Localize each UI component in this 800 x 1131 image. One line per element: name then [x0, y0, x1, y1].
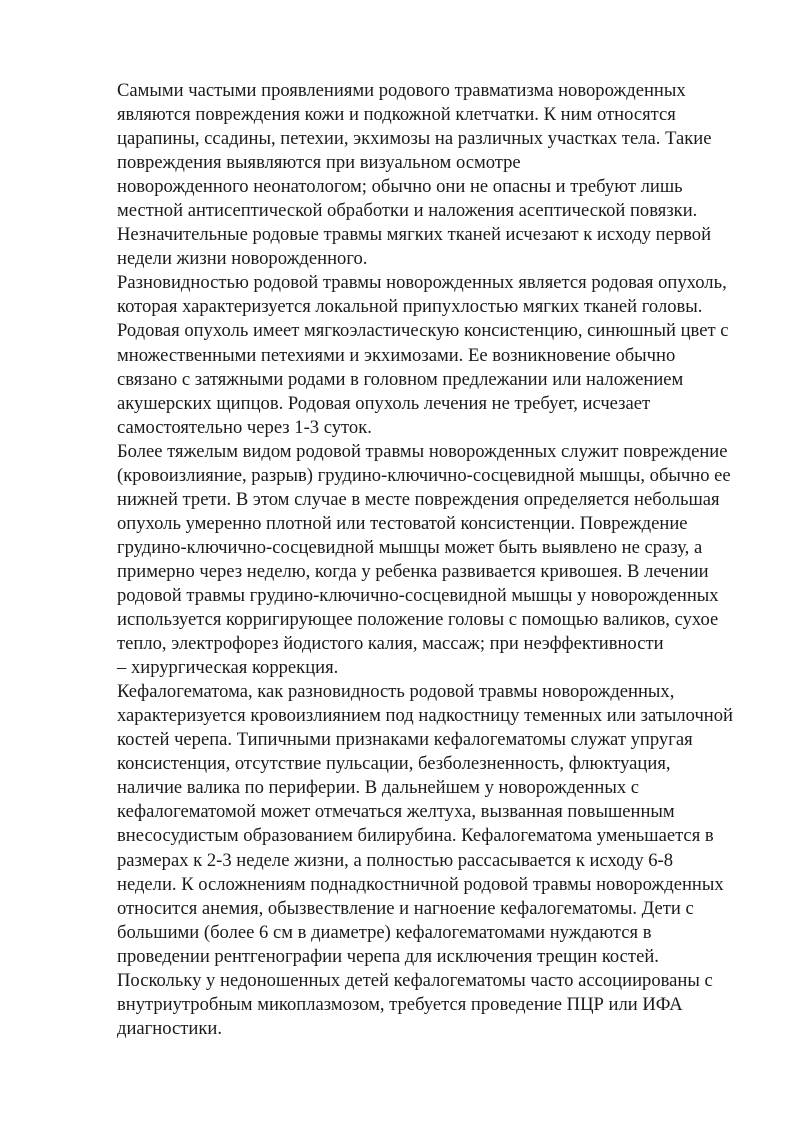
text-line: Разновидностью родовой травмы новорожденных является родовая опухоль,: [117, 272, 727, 294]
text-line: кефалогематомой может отмечаться желтуха, вызванная повышенным: [117, 801, 675, 823]
text-line: проведении рентгенографии черепа для исключения трещин костей.: [117, 945, 659, 967]
text-line: недели. К осложнениям поднадкостничной родовой травмы новорожденных: [117, 873, 724, 895]
text-line: Более тяжелым видом родовой травмы новорожденных служит повреждение: [117, 440, 728, 462]
text-line: родовой травмы грудино-ключично-сосцевидной мышцы у новорожденных: [117, 584, 719, 606]
text-line: большими (более 6 см в диаметре) кефалогематомами нуждаются в: [117, 921, 652, 943]
text-line: повреждения выявляются при визуальном осмотре: [117, 152, 521, 174]
text-line: внесосудистым образованием билирубина. Кефалогематома уменьшается в: [117, 825, 714, 847]
text-line: костей черепа. Типичными признаками кефалогематомы служат упругая: [117, 729, 693, 751]
text-line: характеризуется кровоизлиянием под надкостницу теменных или затылочной: [117, 705, 734, 727]
text-line: недели жизни новорожденного.: [117, 248, 368, 270]
text-line: царапины, ссадины, петехии, экхимозы на различных участках тела. Такие: [117, 128, 712, 150]
document-body: [117, 79, 757, 1041]
text-line: Незначительные родовые травмы мягких тканей исчезают к исходу первой: [117, 224, 712, 246]
text-line: новорожденного неонатологом; обычно они не опасны и требуют лишь: [117, 176, 683, 198]
text-line: относится анемия, обызвествление и нагноение кефалогематомы. Дети с: [117, 897, 694, 919]
text-line: связано с затяжными родами в головном предлежании или наложением: [117, 368, 684, 390]
text-line: грудино-ключично-сосцевидной мышцы может быть выявлено не сразу, а: [117, 536, 703, 558]
text-line: размерах к 2-3 неделе жизни, а полностью рассасывается к исходу 6-8: [117, 849, 674, 871]
text-line: местной антисептической обработки и наложения асептической повязки.: [117, 200, 698, 222]
text-line: являются повреждения кожи и подкожной клетчатки. К ним относятся: [117, 104, 676, 126]
text-line: множественными петехиями и экхимозами. Ее возникновение обычно: [117, 344, 676, 366]
text-line: опухоль умеренно плотной или тестоватой консистенции. Повреждение: [117, 512, 688, 534]
text-line: самостоятельно через 1-3 суток.: [117, 416, 372, 438]
text-line: внутриутробным микоплазмозом, требуется проведение ПЦР или ИФА: [117, 993, 683, 1015]
text-line: акушерских щипцов. Родовая опухоль лечения не требует, исчезает: [117, 392, 651, 414]
text-line: тепло, электрофорез йодистого калия, массаж; при неэффективности: [117, 633, 664, 655]
text-line: Кефалогематома, как разновидность родовой травмы новорожденных,: [117, 681, 675, 703]
text-line: которая характеризуется локальной припухлостью мягких тканей головы.: [117, 296, 703, 318]
text-line: диагностики.: [117, 1017, 222, 1039]
text-line: (кровоизлияние, разрыв) грудино-ключично-сосцевидной мышцы, обычно ее: [117, 464, 731, 486]
text-line: нижней трети. В этом случае в месте повреждения определяется небольшая: [117, 488, 720, 510]
text-line: наличие валика по периферии. В дальнейшем у новорожденных с: [117, 777, 640, 799]
text-line: Самыми частыми проявлениями родового травматизма новорожденных: [117, 80, 686, 101]
text-line: консистенция, отсутствие пульсации, безболезненность, флюктуация,: [117, 753, 671, 775]
text-line: примерно через неделю, когда у ребенка развивается кривошея. В лечении: [117, 560, 709, 582]
text-line: Родовая опухоль имеет мягкоэластическую консистенцию, синюшный цвет с: [117, 320, 729, 342]
text-line: – хирургическая коррекция.: [117, 657, 339, 679]
text-line: используется корригирующее положение головы с помощью валиков, сухое: [117, 609, 719, 631]
text-line: Поскольку у недоношенных детей кефалогематомы часто ассоциированы с: [117, 969, 713, 991]
